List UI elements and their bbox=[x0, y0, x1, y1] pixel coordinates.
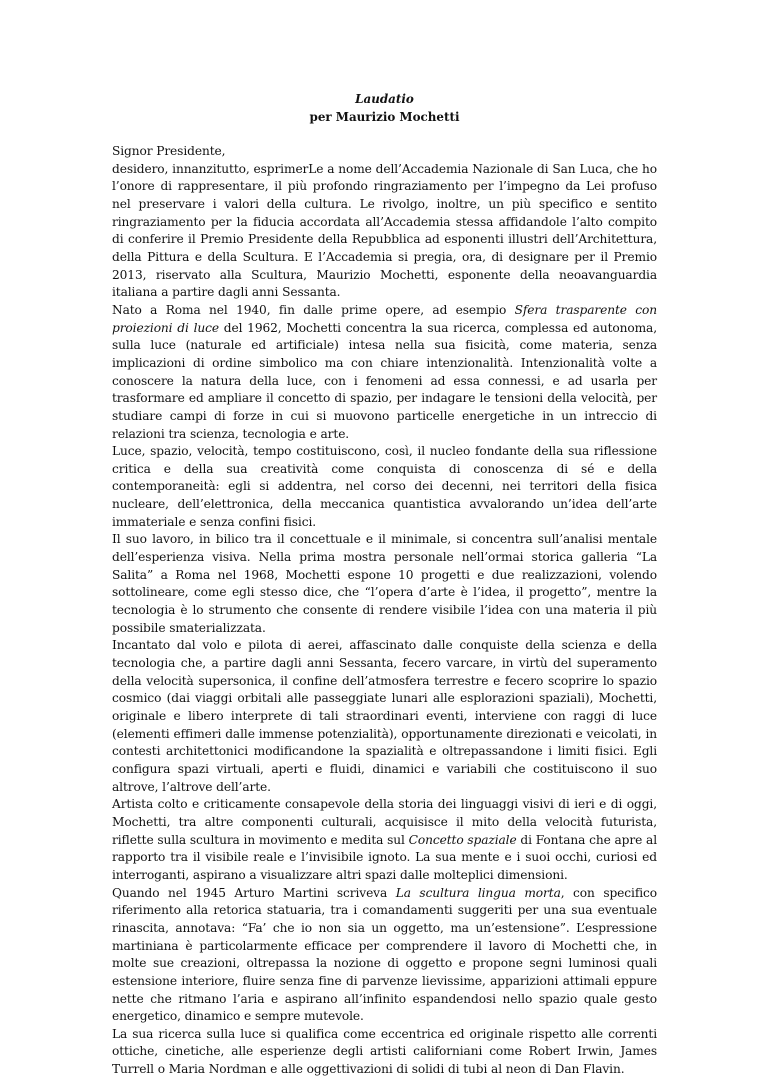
document-subtitle: per Maurizio Mochetti bbox=[309, 110, 460, 124]
document-page bbox=[112, 90, 657, 1079]
paragraph-3 bbox=[112, 443, 657, 531]
salutation: Signor Presidente, bbox=[112, 144, 226, 158]
paragraph-text: , con specifico riferimento alla retorica statuaria, tra i comandamenti suggeriti per una sua eventuale rinascita, annotava: “Fa’ che io non sia un oggetto, ma un’estensione”. L’espressione martiniana è particolarmente efficace per comprendere il lavoro di Mochetti che, in molte sue creazioni, oltrepassa la nozione di oggetto e propone segni luminosi quali estensione interiore, fluire senza fine di parvenze lievissime, apparizioni attimali eppure nette che ritmano l’aria e aspirano all’infinito espandendosi nello spazio quale gesto energetico, dinamico e sempre mutevole. bbox=[112, 885, 657, 1024]
paragraph-text: di Fontana che apre al rapporto tra il visibile reale e l’invisibile ignoto. La sua mente e i suoi occhi, curiosi ed interroganti, aspirano a visualizzare altri spazi dalle molteplici dimensioni. bbox=[112, 832, 657, 882]
paragraph-text: La sua ricerca sulla luce si qualifica come eccentrica ed originale rispetto alle correnti ottiche, cinetiche, alle esperienze degli artisti californiani come Robert Irwin, James Turrell o Maria Nordman e alle oggettivazioni di solidi di tubi al neon di Dan Flavin. bbox=[112, 1026, 657, 1077]
italic-title: Concetto spaziale bbox=[408, 832, 517, 847]
paragraph-text: del 1962, Mochetti concentra la sua ricerca, complessa ed autonoma, sulla luce (naturale ed artificiale) intesa nella sua fisicità, come materia, senza implicazioni di ordine simbolico ma con chiare intenzionalità. Intenzionalità volte a conoscere la natura della luce, con i fenomeni ad essa connessi, e ad usarla per trasformare ed ampliare il concetto di spazio, per indagare le tensioni della velocità, per studiare campi di forze in cui si muovono particelle energetiche in un intreccio di relazioni tra scienza, tecnologia e arte. bbox=[112, 320, 657, 441]
paragraph-4 bbox=[112, 531, 657, 637]
paragraph-7 bbox=[112, 885, 657, 1026]
paragraph-6 bbox=[112, 796, 657, 884]
paragraph-8 bbox=[112, 1026, 657, 1079]
paragraph-5 bbox=[112, 637, 657, 796]
paragraph-1 bbox=[112, 161, 657, 302]
paragraph-text: Il suo lavoro, in bilico tra il concettuale e il minimale, si concentra sull’analisi mentale dell’esperienza visiva. Nella prima mostra personale nell’ormai storica galleria “La Salita” a Roma nel 1968, Mochetti espone 10 progetti e due realizzazioni, volendo sottolineare, come egli stesso dice, che “l’opera d’arte è l’idea, il progetto”, mentre la tecnologia è lo strumento che consente di rendere visibile l’idea con una materia il più possibile smaterializzata. bbox=[112, 532, 657, 635]
paragraph-text: Quando nel 1945 Arturo Martini scriveva bbox=[112, 885, 396, 900]
paragraph-text: Nato a Roma nel 1940, fin dalle prime opere, ad esempio bbox=[112, 302, 515, 317]
paragraph-text: Artista colto e criticamente consapevole della storia dei linguaggi visivi di ieri e di oggi, Mochetti, tra altre componenti culturali, acquisisce il mito della velocità futurista, riflette sulla scultura in movimento e medita sul bbox=[112, 797, 657, 847]
document-body bbox=[112, 143, 657, 1079]
document-title: Laudatio bbox=[355, 92, 414, 106]
italic-title: La scultura lingua morta bbox=[395, 885, 561, 900]
paragraph-text: desidero, innanzitutto, esprimerLe a nome dell’Accademia Nazionale di San Luca, che ho l’onore di rappresentare, il più profondo ringraziamento per l’impegno da Lei profuso nel preservare i valori della cultura. Le rivolgo, inoltre, un più specifico e sentito ringraziamento per la fiducia accordata all’Accademia stessa affidandole l’alto compito di conferire il Premio Presidente della Repubblica ad esponenti illustri dell’Architettura, della Pittura e della Scultura. E l’Accademia si pregia, ora, di designare per il Premio 2013, riservato alla Scultura, Maurizio Mochetti, esponente della neoavanguardia italiana a partire dagli anni Sessanta. bbox=[112, 161, 657, 300]
paragraph-text: Luce, spazio, velocità, tempo costituiscono, così, il nucleo fondante della sua riflessione critica e della sua creatività come conquista di conoscenza di sé e della contemporaneità: egli si addentra, nel corso dei decenni, nei territori della fisica nucleare, dell’elettronica, della meccanica quantistica avvalorando un’idea dell’arte immateriale e senza confini fisici. bbox=[112, 444, 657, 529]
title-block bbox=[112, 90, 657, 126]
paragraph-2 bbox=[112, 302, 657, 443]
paragraph-text: Incantato dal volo e pilota di aerei, affascinato dalle conquiste della scienza e della tecnologia che, a partire dagli anni Sessanta, fecero varcare, in virtù del superamento della velocità supersonica, il confine dell’atmosfera terrestre e fecero scoprire lo spazio cosmico (dai viaggi orbitali alle passeggiate lunari alle esplorazioni spaziali), Mochetti, originale e libero interprete di tali straordinari eventi, interviene con raggi di luce (elementi effimeri dalle immense potenzialità), opportunamente direzionati e veicolati, in contesti architettonici modificandone la spazialità e oltrepassandone i limiti fisici. Egli configura spazi virtuali, aperti e fluidi, dinamici e variabili che costituiscono il suo altrove, l’altrove dell’arte. bbox=[112, 638, 657, 794]
italic-title: Sfera trasparente con proiezioni di luce bbox=[112, 302, 657, 335]
